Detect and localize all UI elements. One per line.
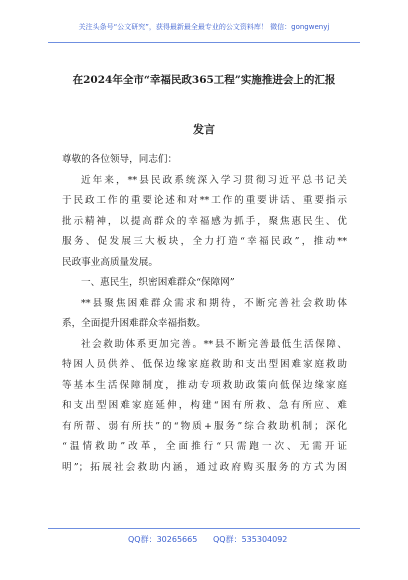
section-heading: 一、惠民生，织密困难群众“保障网” (81, 277, 235, 288)
paragraph-line: 明”；拓展社会救助内涵，通过政府购买服务的方式为困 (62, 461, 347, 473)
paragraph-line: 社会救助体系更加完善。**县不断完善最低生活保障、 (81, 338, 347, 350)
document-body (62, 150, 347, 478)
paragraph-line: 于民政工作的重要论述和对**工作的重要讲话、重要指示 (62, 195, 347, 206)
paragraph-line: “温情救助”改革，全面推行“只需跑一次、无需开证 (62, 441, 347, 452)
document-title: 在2024年全市“幸福民政365工程”实施推进会上的汇报 (72, 74, 336, 86)
paragraph-line: 等基本生活保障制度，推动专项救助政策向低保边缘家庭 (62, 379, 347, 391)
paragraph-line: 民政事业高质量发展。 (62, 256, 158, 268)
header-banner: 关注头条号“公文研究”，获得最新最全最专业的公文资料库！ 微信：gongwenyj (78, 23, 330, 31)
document-subtitle: 发言 (193, 123, 215, 136)
salutation-line: 尊敬的各位领导，同志们： (62, 154, 178, 165)
footer-qq-group-1: QQ群：30265665 (128, 535, 198, 544)
paragraph-line: 服务、促发展三大板块，全力打造“幸福民政”，推动** (62, 236, 347, 247)
footer-qq-group-2: QQ群：535304092 (213, 535, 288, 544)
paragraph-line: 系，全面提升困难群众幸福指数。 (62, 318, 206, 329)
paragraph-line: **县聚焦困难群众需求和期待，不断完善社会救助体 (81, 297, 347, 309)
footer-divider (48, 528, 360, 529)
paragraph-line: 批示精神，以提高群众的幸福感为抓手，聚焦惠民生、优 (62, 215, 347, 227)
paragraph-line: 近年来，**县民政系统深入学习贯彻习近平总书记关 (81, 174, 347, 186)
paragraph-line: 特困人员供养、低保边缘家庭救助和支出型困难家庭救助 (62, 359, 347, 370)
header-divider (48, 42, 360, 43)
paragraph-line: 和支出型困难家庭延伸，构建“困有所救、急有所应、难 (62, 400, 347, 411)
paragraph-line: 有所帮、弱有所扶”的“物质+服务”综合救助机制；深化 (62, 420, 347, 432)
